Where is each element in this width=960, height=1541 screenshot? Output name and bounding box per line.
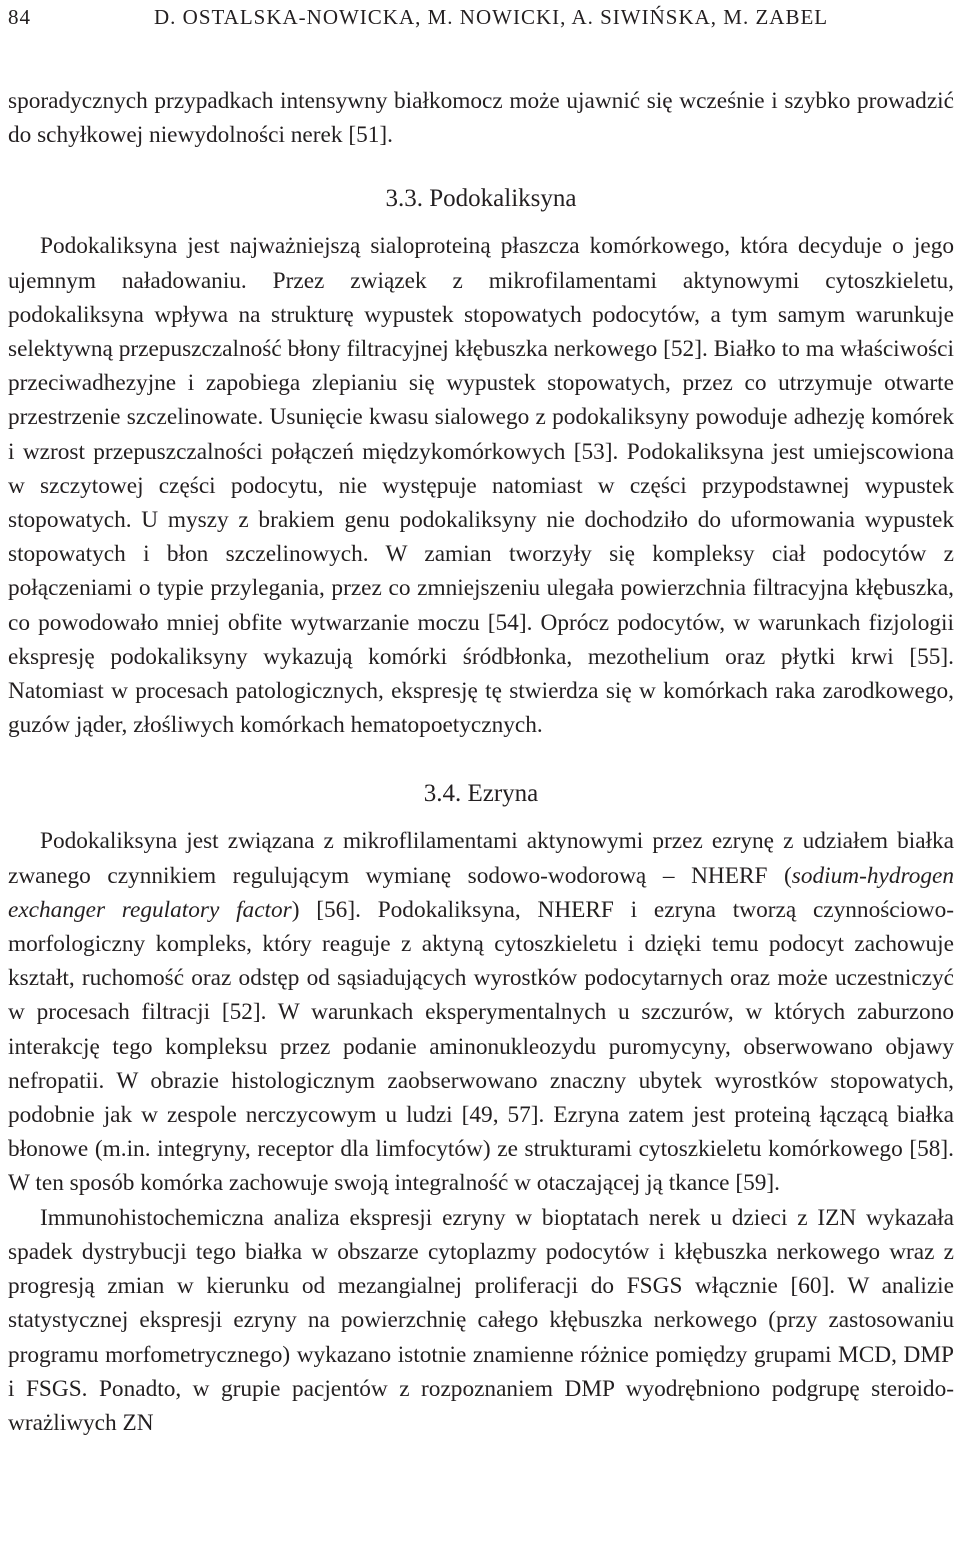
italic-term-nherf: sodium-hydrogen exchanger regulatory factor <box>8 862 954 923</box>
section-heading-podokaliksyna: 3.3. Podokaliksyna <box>385 185 577 213</box>
paragraph-podokaliksyna: Podokaliksyna jest najważniejszą sialoproteiną płaszcza komórkowego, która decyduje o jego ujemnym naładowaniu. Przez związek z mikrofilamentami aktynowymi cytoszkieletu, podokaliksyna wpływa na strukturę wypustek stopowatych podocytów, a tym samym warunkuje selektywną przepuszczalność błony filtracyjnej kłębuszka nerkowego [52]. Białko to ma właściwości przeciwadhezyjne i zapobiega zlepianiu się wypustek stopowatych, przez co utrzymuje otwarte przestrzenie szczelinowate. Usunięcie kwasu sialowego z podokaliksyny powoduje adhezję komórek i wzrost przepuszczalności połączeń międzykomórkowych [53]. Podokaliksyna jest umiejscowiona w szczytowej części podocytu, nie występuje natomiast w części przypodstawnej wypustek stopowatych. U myszy z brakiem genu podokaliksyny nie dochodziło do uformowania wypustek stopowatych i błon szczelinowych. W zamian tworzyły się kompleksy ciał podocytów z połączeniami o typie przylegania, przez co zmniejszeniu ulegała powierzchnia filtracyjna kłębuszka, co powodowało mniej obfite wytwarzanie moczu [54]. Oprócz podocytów, w warunkach fizjologii ekspresję podokaliksyny wykazują komórki śródbłonka, mezothelium oraz płytki krwi [55]. Natomiast w procesach patologicznych, ekspresję tę stwierdza się w komórkach raka zarodkowego, guzów jąder, złośliwych komórkach hematopoetycznych. <box>8 233 954 739</box>
continued-paragraph: sporadycznych przypadkach intensywny białkomocz może ujawnić się wcześnie i szybko prowadzić do schyłkowej niewydolności nerek [51]. <box>8 88 954 149</box>
paragraph-ezryna-2: Immunohistochemiczna analiza ekspresji ezryny w bioptatach nerek u dzieci z IZN wykazała spadek dystrybucji tego białka w obszarze cytoplazmy podocytów i kłębuszka nerkowego wraz z progresją zmian w kierunku od mezangialnej proliferacji do FSGS włącznie [60]. W analizie statystycznej ekspresji ezryny na powierzchnię całego kłębuszka nerkowego (przy zastosowaniu programu morfometrycznego) wykazano istotnie znamienne różnice pomiędzy grupami MCD, DMP i FSGS. Ponadto, w grupie pacjentów z rozpoznaniem DMP wyodrębniono podgrupę steroido-wrażliwych ZN <box>8 1204 954 1436</box>
author-list: D. OSTALSKA-NOWICKA, M. NOWICKI, A. SIWIŃSKA, M. ZABEL <box>154 5 829 29</box>
paragraph-ezryna-1-part-a: Podokaliksyna jest związana z mikroflilamentami aktynowymi przez ezrynę z udziałem białka zwanego czynnikiem regulującym wymianę sodowo-wodorową – NHERF ( <box>8 828 954 889</box>
section-heading-ezryna: 3.4. Ezryna <box>423 780 539 808</box>
page-number: 84 <box>8 5 31 29</box>
paragraph-ezryna-1-part-b: ) [56]. Podokaliksyna, NHERF i ezryna tworzą czynnościowo-morfologiczny kompleks, który reaguje z aktyną cytoszkieletu i dzięki temu podocyt zachowuje kształt, ruchomość oraz odstęp od sąsiadujących wyrostków podocytarnych oraz może uczestniczyć w procesach filtracji [52]. W warunkach eksperymentalnych u szczurów, w których zaburzono interakcję tego kompleksu przez podanie aminonukleozydu puromycyny, obserwowano objawy nefropatii. W obrazie histologicznym zaobserwowano znaczny ubytek wyrostków stopowatych, podobnie jak w zespole nerczycowym u ludzi [49, 57]. Ezryna zatem jest proteiną łączącą białka błonowe (m.in. integryny, receptor dla limfocytów) ze strukturami cytoszkieletu komórkowego [58]. W ten sposób komórka zachowuje swoją integralność w otaczającej ją tkance [59]. <box>8 896 954 1197</box>
article-body <box>8 84 954 1440</box>
running-header <box>8 2 954 32</box>
paragraph-ezryna-1 <box>8 824 954 1200</box>
